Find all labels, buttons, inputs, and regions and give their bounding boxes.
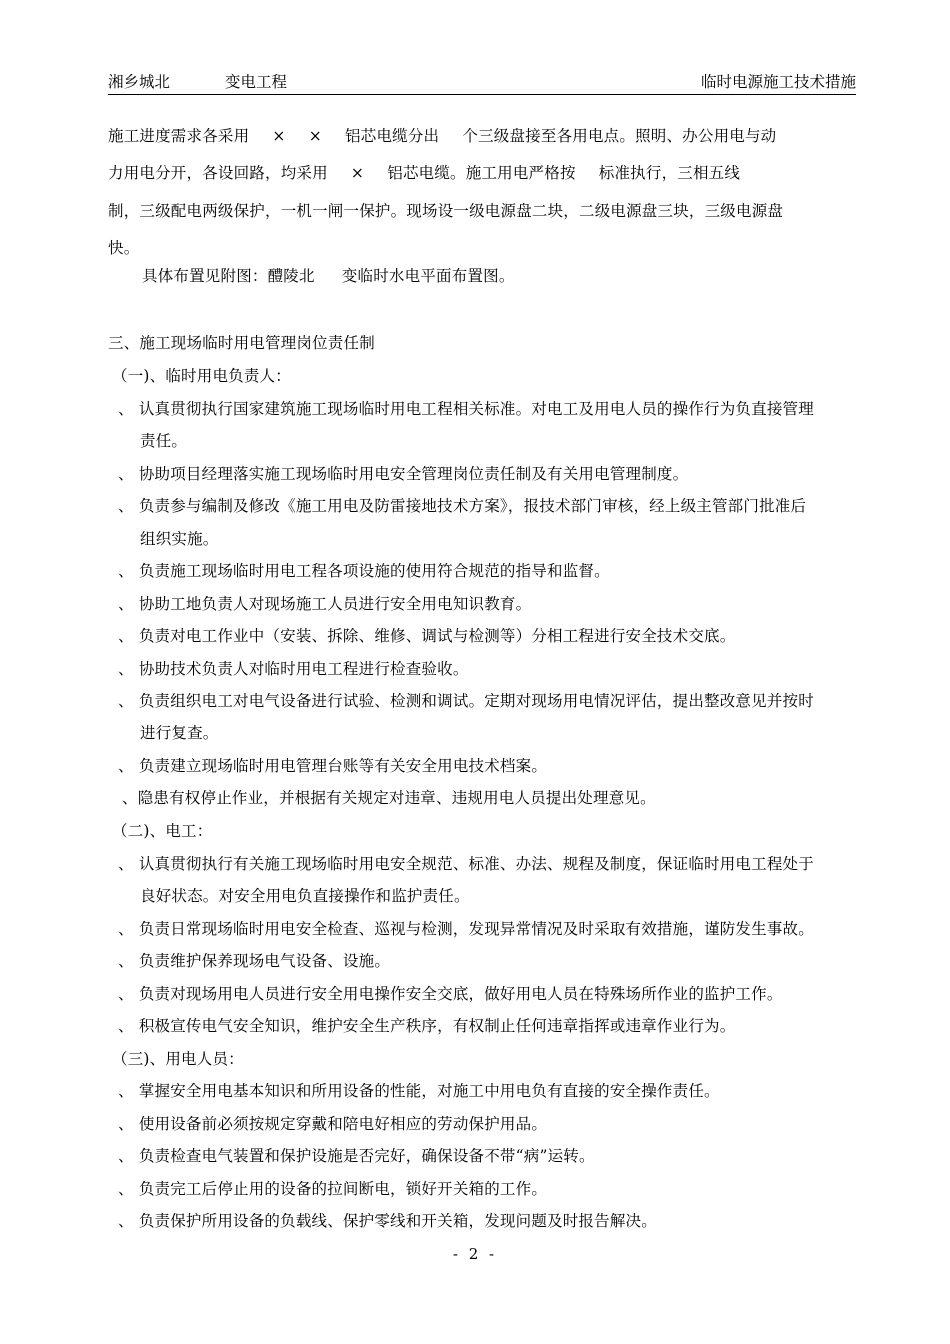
list-item: 、 使用设备前必须按规定穿戴和陪电好相应的劳动保护用品。	[118, 1115, 548, 1133]
list-item: 、 负责组织电工对电气设备进行试验、检测和调试。定期对现场用电情况评估，提出整改意见并按时	[118, 692, 814, 710]
list-item: 、 认真贯彻执行国家建筑施工现场临时用电工程相关标准。对电工及用电人员的操作行为负直接管理	[118, 400, 814, 418]
paragraph-line: 施工进度需求各采用 × × 铝芯电缆分出 个三级盘接至各用电点。照明、办公用电与动	[108, 127, 777, 145]
list-item-continuation: 良好状态。对安全用电负直接操作和监护责任。	[140, 887, 470, 905]
list-item: 、 负责保护所用设备的负载线、保护零线和开关箱，发现问题及时报告解决。	[118, 1212, 657, 1230]
subsection-heading: （一)、临时用电负责人：	[112, 367, 291, 385]
subsection-heading: （二)、电工：	[112, 822, 213, 840]
paragraph-line: 快。	[108, 239, 140, 257]
list-item-continuation: 责任。	[140, 432, 188, 450]
subsection-heading: （三)、用电人员：	[112, 1050, 244, 1068]
list-item: 、 负责日常现场临时用电安全检查、巡视与检测，发现异常情况及时采取有效措施，谨防发生事故。	[118, 920, 814, 938]
list-item: 、 积极宣传电气安全知识，维护安全生产秩序，有权制止任何违章指挥或违章作业行为。	[118, 1017, 736, 1035]
list-item: 、隐患有权停止作业，并根据有关规定对违章、违规用电人员提出处理意见。	[122, 789, 656, 807]
list-item-continuation: 进行复查。	[140, 724, 219, 742]
header-project-type: 变电工程	[225, 73, 288, 91]
list-item: 、 协助项目经理落实施工现场临时用电安全管理岗位责任制及有关用电管理制度。	[118, 465, 689, 483]
list-item: 、 协助技术负责人对临时用电工程进行检查验收。	[118, 660, 469, 678]
list-item: 、 负责维护保养现场电气设备、设施。	[118, 952, 391, 970]
list-item: 、 负责完工后停止用的设备的拉间断电，锁好开关箱的工作。	[118, 1180, 548, 1198]
list-item: 、 负责对现场用电人员进行安全用电操作安全交底，做好用电人员在特殊场所作业的监护工作。	[118, 985, 783, 1003]
page-number: - 2 -	[452, 1245, 498, 1263]
list-item: 、 负责参与编制及修改《施工用电及防雷接地技术方案》，报技术部门审核，经上级主管部门批准后	[118, 497, 807, 515]
paragraph-line: 制，三级配电两级保护，一机一闸一保护。现场设一级电源盘二块，二级电源盘三块，三级电源盘	[108, 202, 784, 220]
list-item: 、 认真贯彻执行有关施工现场临时用电安全规范、标准、办法、规程及制度，保证临时用电工程处于	[118, 855, 814, 873]
list-item: 、 协助工地负责人对现场施工人员进行安全用电知识教育。	[118, 595, 532, 613]
list-item: 、 掌握安全用电基本知识和所用设备的性能，对施工中用电负有直接的安全操作责任。	[118, 1082, 720, 1100]
list-item: 、 负责施工现场临时用电工程各项设施的使用符合规范的指导和监督。	[118, 562, 610, 580]
list-item: 、 负责检查电气装置和保护设施是否完好，确保设备不带“病”运转。	[118, 1147, 595, 1165]
header-project-name: 湘乡城北	[108, 73, 171, 91]
page-header	[108, 70, 856, 95]
list-item: 、 负责建立现场临时用电管理台账等有关安全用电技术档案。	[118, 757, 548, 775]
list-item-continuation: 组织实施。	[140, 530, 219, 548]
header-document-title: 临时电源施工技术措施	[700, 73, 856, 91]
section-heading: 三、施工现场临时用电管理岗位责任制	[108, 334, 375, 352]
paragraph-line: 力用电分开，各设回路，均采用 × 铝芯电缆。施工用电严格按 标准执行，三相五线	[108, 164, 741, 182]
paragraph-line: 具体布置见附图：醴陵北 变临时水电平面布置图。	[142, 267, 515, 285]
list-item: 、 负责对电工作业中（安装、拆除、维修、调试与检测等）分相工程进行安全技术交底。	[118, 627, 736, 645]
